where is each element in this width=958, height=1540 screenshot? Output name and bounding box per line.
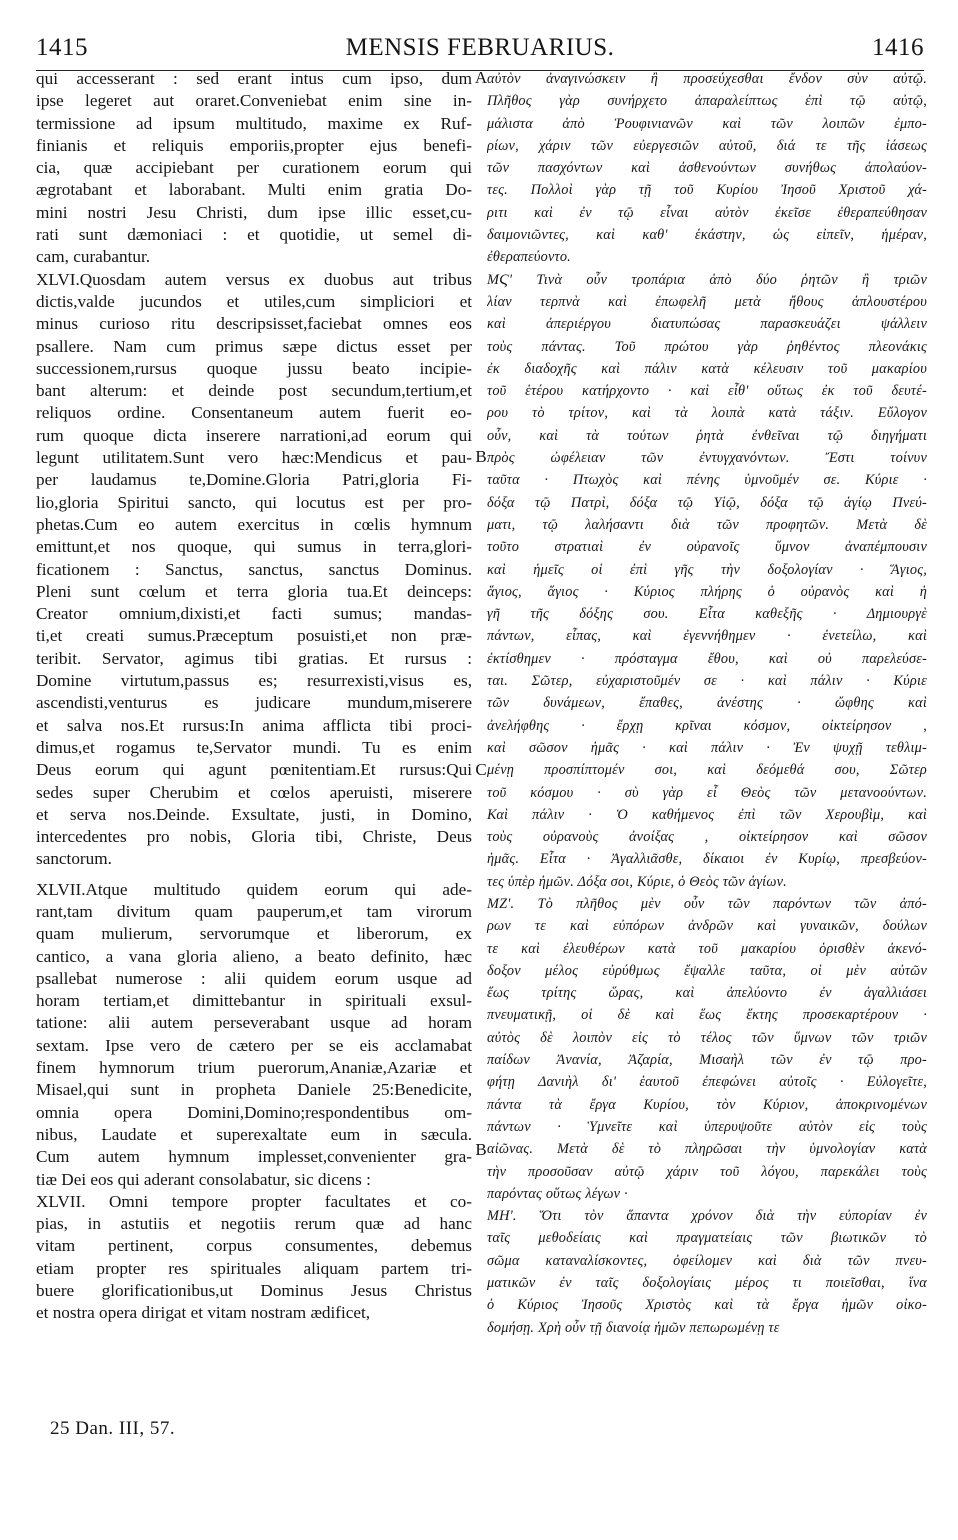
latin-line: psallebat numerose : alii quidem eorum usque ad	[36, 968, 472, 988]
running-title: MENSIS FEBRUARIUS.	[345, 34, 615, 61]
greek-line: τῶν δυνάμεων, ἔπαθες, ἀνέστης · ὤφθης καὶ	[487, 695, 927, 712]
greek-line: αὐτὸν ἀναγινώσκειν ἢ προσεύχεσθαι ἔνδον σὺν αὐτῷ.	[487, 71, 927, 87]
footnote: 25 Dan. III, 57.	[50, 1418, 176, 1439]
greek-line: ματι, τῷ λαλήσαντι διὰ τῶν προφητῶν. Μετὰ δὲ	[487, 516, 927, 533]
latin-line: ascendisti,venturus es judicare mundum,miserere	[36, 693, 472, 713]
greek-line: Καὶ πάλιν · Ὁ καθήμενος ἐπὶ τῶν Χερουβὶμ, καὶ	[487, 806, 927, 823]
greek-line: ρων τε καὶ εὐπόρων ἀνδρῶν καὶ γυναικῶν, δούλων	[487, 918, 927, 935]
latin-line: nibus, Laudate et superexaltate eum in sæcula.	[36, 1124, 472, 1144]
latin-line: sedes super Cherubim et cœlos aperuisti, miserere	[36, 782, 472, 802]
latin-line: cia, quæ accipiebant per curationem eorum qui	[36, 158, 472, 178]
greek-line: ἡμᾶς. Εἶτα · Ἀγαλλιᾶσθε, δίκαιοι ἐν Κυρίῳ, πρεσβεύον-	[487, 851, 927, 868]
greek-line: πάντων · Ὑμνεῖτε καὶ ὑπερυψοῦτε αὐτὸν εἰς τοὺς	[487, 1118, 927, 1135]
greek-line: αὐτὸς δὲ λοιπὸν εἰς τὸ τέλος τῶν ὕμνων τῶν τριῶν	[487, 1029, 927, 1046]
greek-line: δομήσῃ. Χρὴ οὖν τῇ διανοίᾳ ἡμῶν πεπωρωμένῃ τε	[487, 1319, 780, 1336]
greek-line: πνευματικῇ, οἱ δὲ καὶ ἕως ἕκτης προσεκαρτέρουν ·	[487, 1007, 927, 1024]
greek-line: αἰῶνας. Μετὰ δὲ τὸ πληρῶσαι τὴν ὑμνολογίαν κατὰ	[487, 1141, 927, 1158]
greek-line: ρίων, χάριν τῶν εὐεργεσιῶν αὐτοῦ, διά τε τῆς ἰάσεως	[487, 137, 927, 154]
latin-column	[36, 68, 472, 1325]
latin-line: successionem,rursus quoque jussu beato incipie-	[36, 358, 472, 378]
latin-line: termissione ad ipsum multitudo, maxime ex Ruf-	[36, 113, 472, 133]
greek-line: ἕως τρίτης ὥρας, καὶ ἀπελύοντο ἐν ἀγαλλιάσει	[487, 985, 927, 1002]
greek-line: ριτι καὶ ἐν τῷ εἶναι αὐτὸν ἐκεῖσε ἐθεραπεύθησαν	[487, 204, 927, 221]
latin-line: ægrotabant et laborabant. Multi enim gratia Do-	[36, 180, 472, 200]
greek-line: τοὺς πάντας. Τοῦ πρώτου γὰρ ῥηθέντος πλεονάκις	[487, 338, 927, 355]
greek-line: ὁ Κύριος Ἰησοῦς Χριστὸς καὶ τὰ ἔργα ἡμῶν οἰκο-	[487, 1297, 927, 1314]
greek-line: ΜΗʹ. Ὅτι τὸν ἅπαντα χρόνον διὰ τὴν εὐπορίαν ἐν	[487, 1208, 927, 1225]
latin-line	[36, 871, 472, 879]
greek-line: ἅγιος, ἅγιος · Κύριος πλήρης ὁ οὐρανὸς καὶ ἡ	[487, 583, 927, 600]
latin-line: lio,gloria Spiritui sancto, qui locutus est per pro-	[36, 492, 472, 512]
latin-line: et serva nos.Deinde. Exsultate, justi, in Domino,	[36, 804, 472, 824]
latin-line: rant,tam divitum quam pauperum,et tam virorum	[36, 901, 472, 921]
latin-line: Pleni sunt cœlum et terra gloria tua.Et deinceps:	[36, 581, 472, 601]
latin-line: minus curioso ritu descripsisset,faciebat omnes eos	[36, 314, 472, 334]
latin-line: reliquos ordine. Consentaneum autem fuerit eo-	[36, 403, 472, 423]
latin-line: qui accesserant : sed erant intus cum ipso, dum	[36, 69, 472, 88]
left-page-number: 1415	[36, 34, 88, 61]
latin-line: mini nostri Jesu Christi, dum ipse illic esset,cu-	[36, 202, 472, 222]
latin-line: Misael,qui sunt in propheta Daniele 25:Benedicite,	[36, 1080, 472, 1100]
greek-line: πρὸς ὠφέλειαν τῶν ἐντυγχανόντων. Ἔστι τοίνυν	[487, 450, 927, 467]
latin-line: ficationem : Sanctus, sanctus, sanctus Dominus.	[36, 559, 472, 579]
greek-column	[487, 68, 927, 1339]
greek-line: τες ὑπὲρ ἡμῶν. Δόξα σοι, Κύριε, ὁ Θεὸς τῶν ἁγίων.	[487, 873, 787, 890]
latin-line: XLVII. Omni tempore propter facultates et co-	[36, 1191, 472, 1211]
latin-line: cam, curabantur.	[36, 247, 151, 267]
greek-line: τες. Πολλοὶ γὰρ τῇ τοῦ Κυρίου Ἰησοῦ Χριστοῦ χά-	[487, 182, 927, 199]
latin-line: Domine virtutum,passus es; resurrexisti,visus es,	[36, 671, 472, 691]
greek-line: δοξον μέλος εὐρύθμως ἔψαλλε ταῦτα, οἱ μὲν αὐτῶν	[487, 962, 927, 979]
latin-line: quam mulierum, servorumque et liberorum, ex	[36, 924, 472, 944]
greek-line: τε καὶ ἐλευθέρων κατὰ τοῦ μακαρίου ὁρισθὲν ἀκενό-	[487, 940, 927, 957]
latin-line: finianis et reliquis emporiis,propter ejus benefi-	[36, 135, 472, 155]
latin-line: ti,et creati sumus.Præceptum posuisti,et non præ-	[36, 626, 472, 646]
latin-line: legunt utilitatem.Sunt vero hæc:Mendicus et pau-	[36, 448, 472, 468]
latin-line: finem hymnorum trium puerorum,Ananiæ,Azariæ et	[36, 1058, 472, 1078]
latin-line: Deus eorum qui agunt pœnitentiam.Et rursus:Qui	[36, 760, 472, 780]
greek-line: πάντων, εἶπας, καὶ ἐγεννήθημεν · ἐνετείλω, καὶ	[487, 628, 927, 645]
latin-line: et nostra opera dirigat et vitam nostram ædificet,	[36, 1303, 371, 1323]
latin-line: rum quoque dicta inserere narrationi,ad eorum qui	[36, 425, 472, 445]
greek-line: μάλιστα ἀπὸ Ῥουφινιανῶν καὶ τῶν λοιπῶν ἐμπο-	[487, 115, 927, 132]
greek-line: Πλῆθος γὰρ συνήρχετο ἀπαραλείπτως ἐπὶ τῷ αὐτῷ,	[487, 93, 927, 110]
latin-line: buere glorificationibus,ut Dominus Jesus Christus	[36, 1281, 472, 1301]
latin-line: rati sunt dæmoniaci : et quotidie, ut semel di-	[36, 225, 472, 245]
greek-line: παίδων Ἀνανία, Ἀζαρία, Μισαὴλ τῶν ἐν τῷ προ-	[487, 1052, 927, 1069]
page-header	[36, 34, 924, 70]
latin-line: horam tertiam,et dimittebantur in spirituali exsul-	[36, 991, 472, 1011]
greek-line: λίαν τερπνὰ καὶ ἐπωφελῆ μετὰ ἤθους ἁπλουστέρου	[487, 293, 927, 310]
latin-line: et salva nos.Et rursus:In anima afflicta tibi proci-	[36, 715, 472, 735]
latin-line: vitam pertinent, corpus consumentes, debemus	[36, 1236, 472, 1256]
greek-line: ταῖς μεθοδείαις καὶ πραγματείαις τῶν βιωτικῶν τὸ	[487, 1230, 927, 1247]
latin-line: phetas.Cum eo autem exercitus in cœlis hymnum	[36, 514, 472, 534]
latin-line: sextam. Ipse vero de cætero per se eis acclamabat	[36, 1035, 472, 1055]
latin-line: cantico, a vana gloria alieno, a beato definito, hæc	[36, 946, 472, 966]
greek-line: τὴν προσοῦσαν αὐτῷ χάριν τοῦ λόγου, παρεκάλει τοὺς	[487, 1163, 927, 1180]
greek-line: τοῦ κόσμου · σὺ γὰρ εἶ Θεὸς τῶν μετανοούντων.	[487, 784, 927, 801]
greek-line: τοὺς οὐρανοὺς ἀνοίξας , οἰκτείρησον καὶ σῶσον	[487, 829, 927, 846]
greek-line: τοῦ ἑτέρου κατήρχοντο · καὶ εἶθ' οὕτως ἐκ τοῦ δευτέ-	[487, 383, 927, 400]
margin-marker-a: A	[474, 68, 488, 87]
latin-line: etiam propter res spirituales aliquam partem tri-	[36, 1258, 472, 1278]
greek-line: πάντα τὰ ἔργα Κυρίου, τὸν Κύριον, ἀποκρινομένων	[487, 1096, 927, 1113]
greek-line: ἐκ διαδοχῆς καὶ πάλιν κατὰ κέλευσιν τοῦ μακαρίου	[487, 360, 927, 377]
greek-line: παρόντας οὕτως λέγων ·	[487, 1185, 628, 1202]
latin-line: tiæ Dei eos qui aderant consolabatur, sic dicens :	[36, 1169, 371, 1189]
right-page-number: 1416	[872, 34, 924, 61]
greek-line: γῆ τῆς δόξης σου. Εἶτα καθεξῆς · Δημιουργὲ	[487, 606, 927, 623]
greek-line: καὶ σῶσον ἡμᾶς · καὶ πάλιν · Ἐν ψυχῇ τεθλιμ-	[487, 739, 927, 756]
margin-marker-c: C	[475, 760, 487, 779]
latin-line: XLVII.Atque multitudo quidem eorum qui ade-	[36, 879, 472, 899]
greek-line: ἀνελήφθης · ἔρχῃ κρῖναι κόσμον, οἰκτείρησον ,	[487, 717, 927, 734]
greek-line: ΜΖʹ. Τὸ πλῆθος μὲν οὖν τῶν παρόντων τῶν ἀπό-	[487, 895, 927, 912]
latin-line: pias, in astutiis et negotiis rerum quæ ad hanc	[36, 1214, 472, 1234]
latin-line: intercedentes pro nobis, Gloria tibi, Christe, Deus	[36, 827, 472, 847]
greek-line: καὶ ἀπεριέργου διατυπώσας παρασκευάζει ψάλλειν	[487, 316, 927, 333]
latin-line: dictis,valde jucundos et utiles,cum simpliciori et	[36, 291, 472, 311]
margin-marker-b: B	[475, 447, 487, 466]
latin-line: psallere. Nam cum primus sæpe dictus esset per	[36, 336, 472, 356]
margin-marker-b2: B	[475, 1140, 487, 1159]
latin-line: bant alterum: et deinde post secundum,tertium,et	[36, 381, 472, 401]
greek-line: καὶ ἡμεῖς οἱ ἐπὶ γῆς τὴν δοξολογίαν · Ἅγιος,	[487, 561, 927, 578]
latin-line: emittunt,et nos quoque, qui sumus in terra,glori-	[36, 537, 472, 557]
greek-line: δαιμονιῶντες, καὶ καθ' ἑκάστην, ὡς εἰπεῖν, ἡμέραν,	[487, 227, 927, 244]
greek-line: οὖν, καὶ τὰ τούτων ῥητὰ ἐνθεῖναι τῷ διηγήματι	[487, 427, 927, 444]
greek-line: μένῃ προσπίπτομέν σοι, καὶ δεόμεθά σου, Σῶτερ	[487, 762, 927, 779]
latin-line: sanctorum.	[36, 849, 112, 869]
latin-line: Cum autem hymnum implesset,convenienter gra-	[36, 1147, 472, 1167]
latin-line: Creator omnium,dixisti,et facti sumus; mandas-	[36, 604, 472, 624]
greek-line: σῶμα καταναλίσκοντες, ὀφείλομεν καὶ διὰ τῶν πνευ-	[487, 1252, 927, 1269]
greek-line: δόξα τῷ Πατρὶ, δόξα τῷ Υἱῷ, δόξα τῷ ἁγίῳ Πνεύ-	[487, 494, 927, 511]
latin-line: per laudamus te,Domine.Gloria Patri,gloria Fi-	[36, 470, 472, 490]
greek-line: ταῦτα · Πτωχὸς καὶ πένης ὑμνοῦμέν σε. Κύριε ·	[487, 472, 927, 489]
latin-line: ipse legeret aut oraret.Conveniebat enim sine in-	[36, 91, 472, 111]
greek-line: ἐθεραπεύοντο.	[487, 249, 571, 266]
greek-line: ται. Σῶτερ, εὐχαριστοῦμέν σε · καὶ πάλιν · Κύριε	[487, 673, 927, 690]
latin-line: XLVI.Quosdam autem versus ex duobus aut tribus	[36, 269, 472, 289]
latin-line: teribit. Servator, agimus tibi gratias. Et rursus :	[36, 648, 472, 668]
greek-line: φήτῃ Δανιὴλ δι' ἑαυτοῦ ἐπεφώνει αὐτοῖς · Εὐλογεῖτε,	[487, 1074, 927, 1091]
greek-line: τοῦτο στρατιαὶ ἐν οὐρανοῖς ὕμνον ἀναπέμπουσιν	[487, 539, 927, 556]
greek-line: τῶν πασχόντων καὶ ἀσθενούντων συνήθως ἀπολαύον-	[487, 160, 927, 177]
greek-line: ΜϚʹ Τινὰ οὖν τροπάρια ἀπὸ δύο ῥητῶν ἢ τριῶν	[487, 271, 927, 288]
greek-line: ρου τὸ τρίτον, καὶ τὰ λοιπὰ κατὰ τάξιν. Εὔλογον	[487, 405, 927, 422]
latin-line: dimus,et rogamus te,Servator mundi. Tu es enim	[36, 737, 472, 757]
latin-line: omnia opera Domini,Domino;respondentibus om-	[36, 1102, 472, 1122]
greek-line: ἐκτίσθημεν · πρόσταγμα ἔθου, καὶ οὐ παρελεύσε-	[487, 650, 927, 667]
greek-line: ματικῶν ἐν ταῖς δοξολογίαις μέρος τι ποιεῖσθαι, ἵνα	[487, 1275, 927, 1292]
latin-line: tatione: alii autem perseverabant usque ad horam	[36, 1013, 472, 1033]
